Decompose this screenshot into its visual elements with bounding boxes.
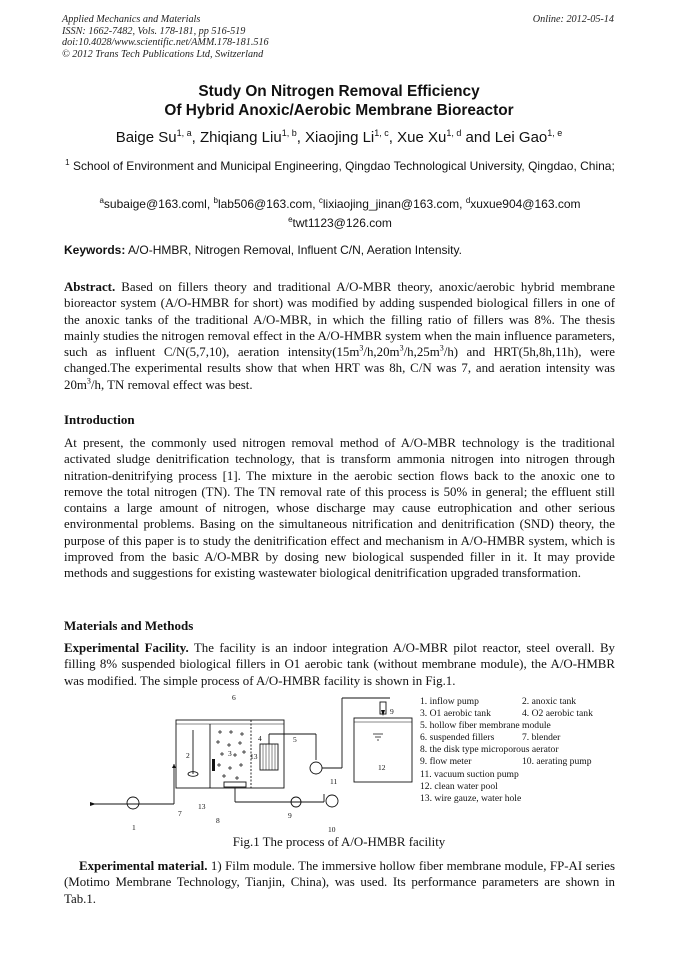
diagram-label: 4 — [258, 734, 262, 743]
diagram-label: 1 — [132, 823, 136, 832]
author-list — [0, 128, 678, 146]
abstract-label: Abstract. — [64, 280, 116, 294]
copyright-line: © 2012 Trans Tech Publications Ltd, Switzerland — [62, 48, 264, 60]
arrow-icon — [172, 764, 176, 768]
diagram-label: 5 — [293, 735, 297, 744]
aerator-disk — [224, 782, 246, 787]
diagram-label: 13 — [198, 802, 206, 811]
author-name: Baige Su — [115, 129, 177, 146]
author-name: Lei Gao — [494, 129, 548, 146]
legend-item: 10. aerating pump — [522, 756, 592, 768]
author-sup: 1, e — [547, 128, 563, 138]
legend-item: 2. anoxic tank — [522, 696, 577, 707]
diagram-label: 11 — [330, 777, 338, 786]
email-sup: a — [99, 196, 104, 205]
diagram-label: 3 — [228, 749, 232, 758]
inflow-pump-symbol — [127, 797, 139, 809]
keywords — [64, 243, 616, 257]
facility-label: Experimental Facility. — [64, 641, 189, 655]
legend-item: 5. hollow fiber membrane module — [420, 720, 551, 732]
author-sup: 1, a — [176, 128, 192, 138]
online-date: Online: 2012-05-14 — [532, 14, 614, 25]
title-line-2: Of Hybrid Anoxic/Aerobic Membrane Bioreactor — [164, 102, 514, 119]
email-sup: b — [213, 196, 218, 205]
legend-item: 12. clean water pool — [420, 780, 498, 792]
legend-row — [420, 769, 559, 781]
author-sep: and — [461, 129, 495, 146]
legend-item: 6. suspended fillers — [420, 732, 495, 744]
email-a[interactable]: subaige@163.coml, — [103, 197, 214, 211]
facility-paragraph — [64, 640, 615, 689]
superscript: 3 — [359, 343, 364, 353]
material-label: Experimental material. — [79, 859, 208, 873]
author-name: Zhiqiang Liu — [199, 129, 282, 146]
clean-water-pool — [354, 718, 412, 782]
legend-row — [420, 696, 577, 708]
legend-item: 3. O1 aerobic tank — [420, 708, 491, 720]
email-sup: e — [288, 215, 293, 224]
legend-row — [420, 793, 559, 805]
aerating-pump-symbol — [326, 795, 338, 807]
author-sep: , — [388, 129, 398, 146]
email-d[interactable]: xuxue904@163.com — [470, 197, 581, 211]
author-sep: , — [191, 129, 200, 146]
diagram-label: 6 — [232, 693, 236, 702]
diagram-label: 9 — [288, 811, 292, 820]
diagram-label: 9 — [390, 707, 394, 716]
keywords-label: Keywords: — [64, 243, 126, 257]
email-list — [64, 193, 616, 231]
email-c[interactable]: lixiaojing_jinan@163.com, — [322, 197, 466, 211]
legend-item: 1. inflow pump — [420, 696, 479, 707]
legend-item: 11. vacuum suction pump — [420, 768, 519, 780]
keywords-text: A/O-HMBR, Nitrogen Removal, Influent C/N, Aeration Intensity. — [125, 243, 462, 257]
legend-item: 7. blender — [522, 732, 561, 744]
email-sup: d — [465, 196, 471, 205]
affiliation — [64, 155, 616, 174]
diagram-label: 10 — [328, 825, 336, 834]
author-name: Xiaojing Li — [305, 129, 375, 146]
legend-item: 4. O2 aerobic tank — [522, 708, 593, 720]
author-sup: 1, c — [374, 128, 389, 138]
suction-pump-symbol — [310, 762, 322, 774]
diagram-label: 2 — [186, 751, 190, 760]
affiliation-sup: 1 — [65, 158, 70, 167]
email-sup: c — [318, 196, 323, 205]
diagram-label: 12 — [378, 763, 386, 772]
journal-name: Applied Mechanics and Materials — [62, 14, 201, 25]
issn-line: ISSN: 1662-7482, Vols. 178-181, pp 516-519 — [62, 25, 246, 37]
author-sup: 1, b — [281, 128, 297, 138]
abstract-text: /h,25m — [403, 345, 440, 360]
superscript: 3 — [399, 343, 404, 353]
paper-title — [0, 82, 678, 120]
arrow-icon — [381, 710, 385, 716]
email-b[interactable]: lab506@163.com, — [217, 197, 319, 211]
author-sep: , — [296, 129, 306, 146]
author-sup: 1, d — [446, 128, 462, 138]
legend-item: 13. wire gauze, water hole — [420, 792, 522, 804]
abstract — [64, 279, 615, 393]
legend-row — [420, 708, 593, 720]
water-level-icon — [373, 734, 383, 740]
facility-text: The facility is an indoor integration A/O-MBR pilot reactor, steel overall. By filling 8% suspended biological fillers in O1 aerobic tank (without membrane module), the A/O-HMBR was modified. The simple process of A/O-HMBR facility is shown in Fig.1. — [64, 641, 615, 688]
figure-legend — [420, 696, 593, 805]
legend-row — [420, 744, 559, 756]
legend-row — [420, 732, 559, 744]
water-hole — [212, 759, 215, 771]
materials-heading: Materials and Methods — [64, 618, 194, 633]
legend-row — [420, 720, 559, 732]
introduction-heading: Introduction — [64, 412, 135, 427]
arrow-icon — [90, 802, 96, 806]
email-e[interactable]: twt1123@126.com — [292, 216, 392, 230]
material-text: 1) Film module. The immersive hollow fiber membrane module, FP-AI series (Motimo Membrane Technology, Tianjin, China), was used. Its performance parameters are shown in Tab.1. — [64, 859, 615, 906]
legend-row — [420, 756, 592, 768]
journal-header — [62, 14, 269, 60]
figure-caption: Fig.1 The process of A/O-HMBR facility — [232, 835, 446, 849]
diagram-label: 8 — [216, 816, 220, 825]
diagram-label: 7 — [178, 809, 182, 818]
introduction-text: At present, the commonly used nitrogen removal method of A/O-MBR technology is the traditional activated sludge denitrification technology, that is transform ammonia nitrogen into nitrogen through nitration-denitrifying process [1]. The mixture in the aerobic section flows back to the anoxic one to remove the total nitrogen (TN). The TN removal rate of this process is 50% in general; the effluent still contains a large amount of nitrogen, whose discharge may cause eutrophication and other serious environmental problems. Basing on the simultaneous nitrification and denitrification (SND) theory, the purpose of this paper is to study the denitrification effect and mechanism in A/O-HMBR system, which is improved from the basic A/O-MBR by dosing new biological suspended filler in it. It may provide methods and suggestions for existing wastewater biological denitrification upgraded transformation. — [64, 436, 615, 581]
affiliation-text: School of Environment and Municipal Engineering, Qingdao Technological University, Qingdao, China; — [69, 159, 615, 173]
title-line-1: Study On Nitrogen Removal Efficiency — [198, 83, 480, 100]
abstract-text: /h) and HRT(5h,8h,11h), were changed.The experimental results show that when HRT was 8h, C/N was 7, and aeration intensity was 20m — [64, 345, 616, 392]
superscript: 3 — [439, 343, 444, 353]
doi-line: doi:10.4028/www.scientific.net/AMM.178-181.516 — [62, 37, 269, 49]
legend-item: 9. flow meter — [420, 756, 472, 768]
abstract-text: /h, TN removal effect was best. — [90, 377, 253, 392]
abstract-text: Based on fillers theory and traditional A/O-MBR theory, anoxic/aerobic hybrid membrane bioreactor system (A/O-HMBR for short) was modified by adding suspended biological fillers in one of the anoxic tanks of the traditional A/O-MBR, in which the filling ratio of fillers was 8%. The thesis mainly studies the nitrogen removal effect in the A/O-HMBR system when the main influence parameters, such as influent C/N(5,7,10), aeration intensity(15m — [64, 280, 615, 360]
superscript: 3 — [86, 376, 91, 386]
author-name: Xue Xu — [397, 129, 447, 146]
diagram-label: 13 — [250, 752, 258, 761]
abstract-text: /h,20m — [363, 345, 400, 360]
legend-row — [420, 781, 559, 793]
legend-item: 8. the disk type microporous aerator — [420, 744, 559, 756]
material-paragraph — [64, 858, 615, 907]
